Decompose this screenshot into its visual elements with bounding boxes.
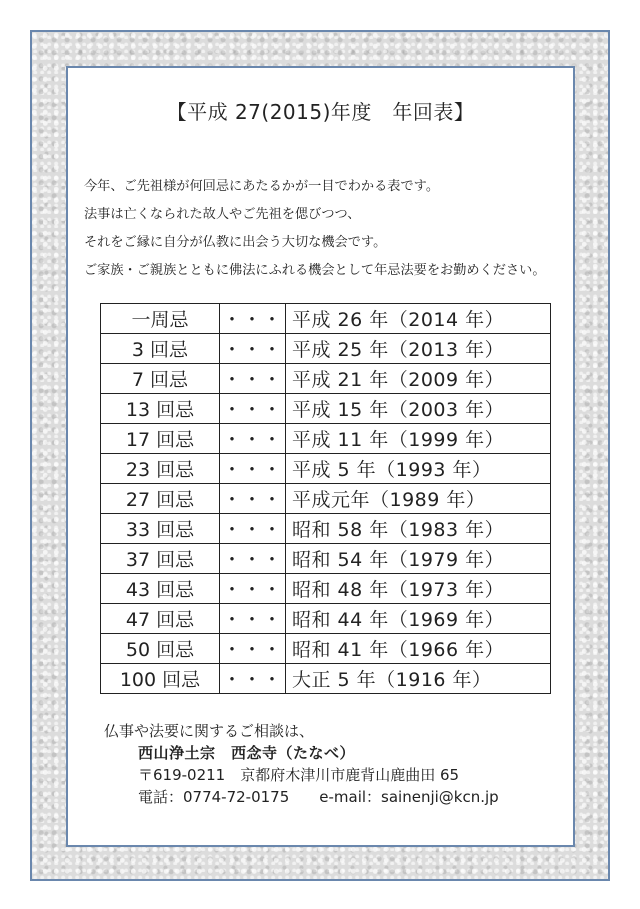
year-cell: 昭和 41 年（1966 年）	[286, 634, 551, 664]
separator-cell: ・・・	[220, 334, 286, 364]
separator-cell: ・・・	[220, 664, 286, 694]
intro-line: ご家族・ご親族とともに佛法にふれる機会として年忌法要をお勤めください。	[84, 263, 546, 278]
memorial-name-cell: 3 回忌	[101, 334, 220, 364]
year-cell: 平成 25 年（2013 年）	[286, 334, 551, 364]
memorial-name-cell: 43 回忌	[101, 574, 220, 604]
memorial-name-cell: 100 回忌	[101, 664, 220, 694]
memorial-name-cell: 47 回忌	[101, 604, 220, 634]
year-cell: 平成元年（1989 年）	[286, 484, 551, 514]
table-row	[101, 574, 551, 604]
table-row	[101, 394, 551, 424]
table-row	[101, 604, 551, 634]
year-cell: 大正 5 年（1916 年）	[286, 664, 551, 694]
year-cell: 平成 11 年（1999 年）	[286, 424, 551, 454]
separator-cell: ・・・	[220, 454, 286, 484]
memorial-name-cell: 37 回忌	[101, 544, 220, 574]
memorial-name-cell: 33 回忌	[101, 514, 220, 544]
separator-cell: ・・・	[220, 394, 286, 424]
separator-cell: ・・・	[220, 544, 286, 574]
memorial-year-table	[100, 303, 551, 694]
separator-cell: ・・・	[220, 604, 286, 634]
memorial-name-cell: 27 回忌	[101, 484, 220, 514]
textured-frame	[30, 30, 610, 881]
temple-name: 西山浄土宗 西念寺（たなべ）	[138, 744, 356, 762]
memorial-name-cell: 17 回忌	[101, 424, 220, 454]
memorial-name-cell: 23 回忌	[101, 454, 220, 484]
year-cell: 平成 15 年（2003 年）	[286, 394, 551, 424]
separator-cell: ・・・	[220, 364, 286, 394]
table-row	[101, 484, 551, 514]
year-cell: 昭和 48 年（1973 年）	[286, 574, 551, 604]
table-row	[101, 634, 551, 664]
year-cell: 昭和 54 年（1979 年）	[286, 544, 551, 574]
document-panel	[66, 66, 575, 847]
year-cell: 昭和 44 年（1969 年）	[286, 604, 551, 634]
page-title: 【平成 27(2015)年度 年回表】	[166, 100, 475, 124]
table-row	[101, 304, 551, 334]
year-cell: 平成 21 年（2009 年）	[286, 364, 551, 394]
memorial-name-cell: 一周忌	[101, 304, 220, 334]
intro-line: 今年、ご先祖様が何回忌にあたるかが一目でわかる表です。	[84, 179, 440, 194]
table-row	[101, 664, 551, 694]
year-cell: 平成 26 年（2014 年）	[286, 304, 551, 334]
intro-line: それをご縁に自分が仏教に出会う大切な機会です。	[84, 235, 387, 250]
contact-block	[104, 720, 499, 808]
separator-cell: ・・・	[220, 484, 286, 514]
separator-cell: ・・・	[220, 634, 286, 664]
separator-cell: ・・・	[220, 574, 286, 604]
memorial-name-cell: 13 回忌	[101, 394, 220, 424]
table-row	[101, 454, 551, 484]
table-row	[101, 514, 551, 544]
table-row	[101, 424, 551, 454]
intro-paragraph	[84, 173, 564, 285]
table-row	[101, 334, 551, 364]
year-cell: 昭和 58 年（1983 年）	[286, 514, 551, 544]
memorial-name-cell: 50 回忌	[101, 634, 220, 664]
intro-line: 法事は亡くなられた故人やご先祖を偲びつつ、	[84, 207, 361, 222]
memorial-name-cell: 7 回忌	[101, 364, 220, 394]
phone-email: 電話：0774-72-0175 e-mail：sainenji@kcn.jp	[138, 788, 499, 806]
year-cell: 平成 5 年（1993 年）	[286, 454, 551, 484]
table-row	[101, 364, 551, 394]
separator-cell: ・・・	[220, 304, 286, 334]
separator-cell: ・・・	[220, 424, 286, 454]
separator-cell: ・・・	[220, 514, 286, 544]
contact-lead: 仏事や法要に関するご相談は、	[104, 722, 315, 740]
table-row	[101, 544, 551, 574]
temple-address: 〒619-0211 京都府木津川市鹿背山鹿曲田 65	[138, 766, 460, 784]
